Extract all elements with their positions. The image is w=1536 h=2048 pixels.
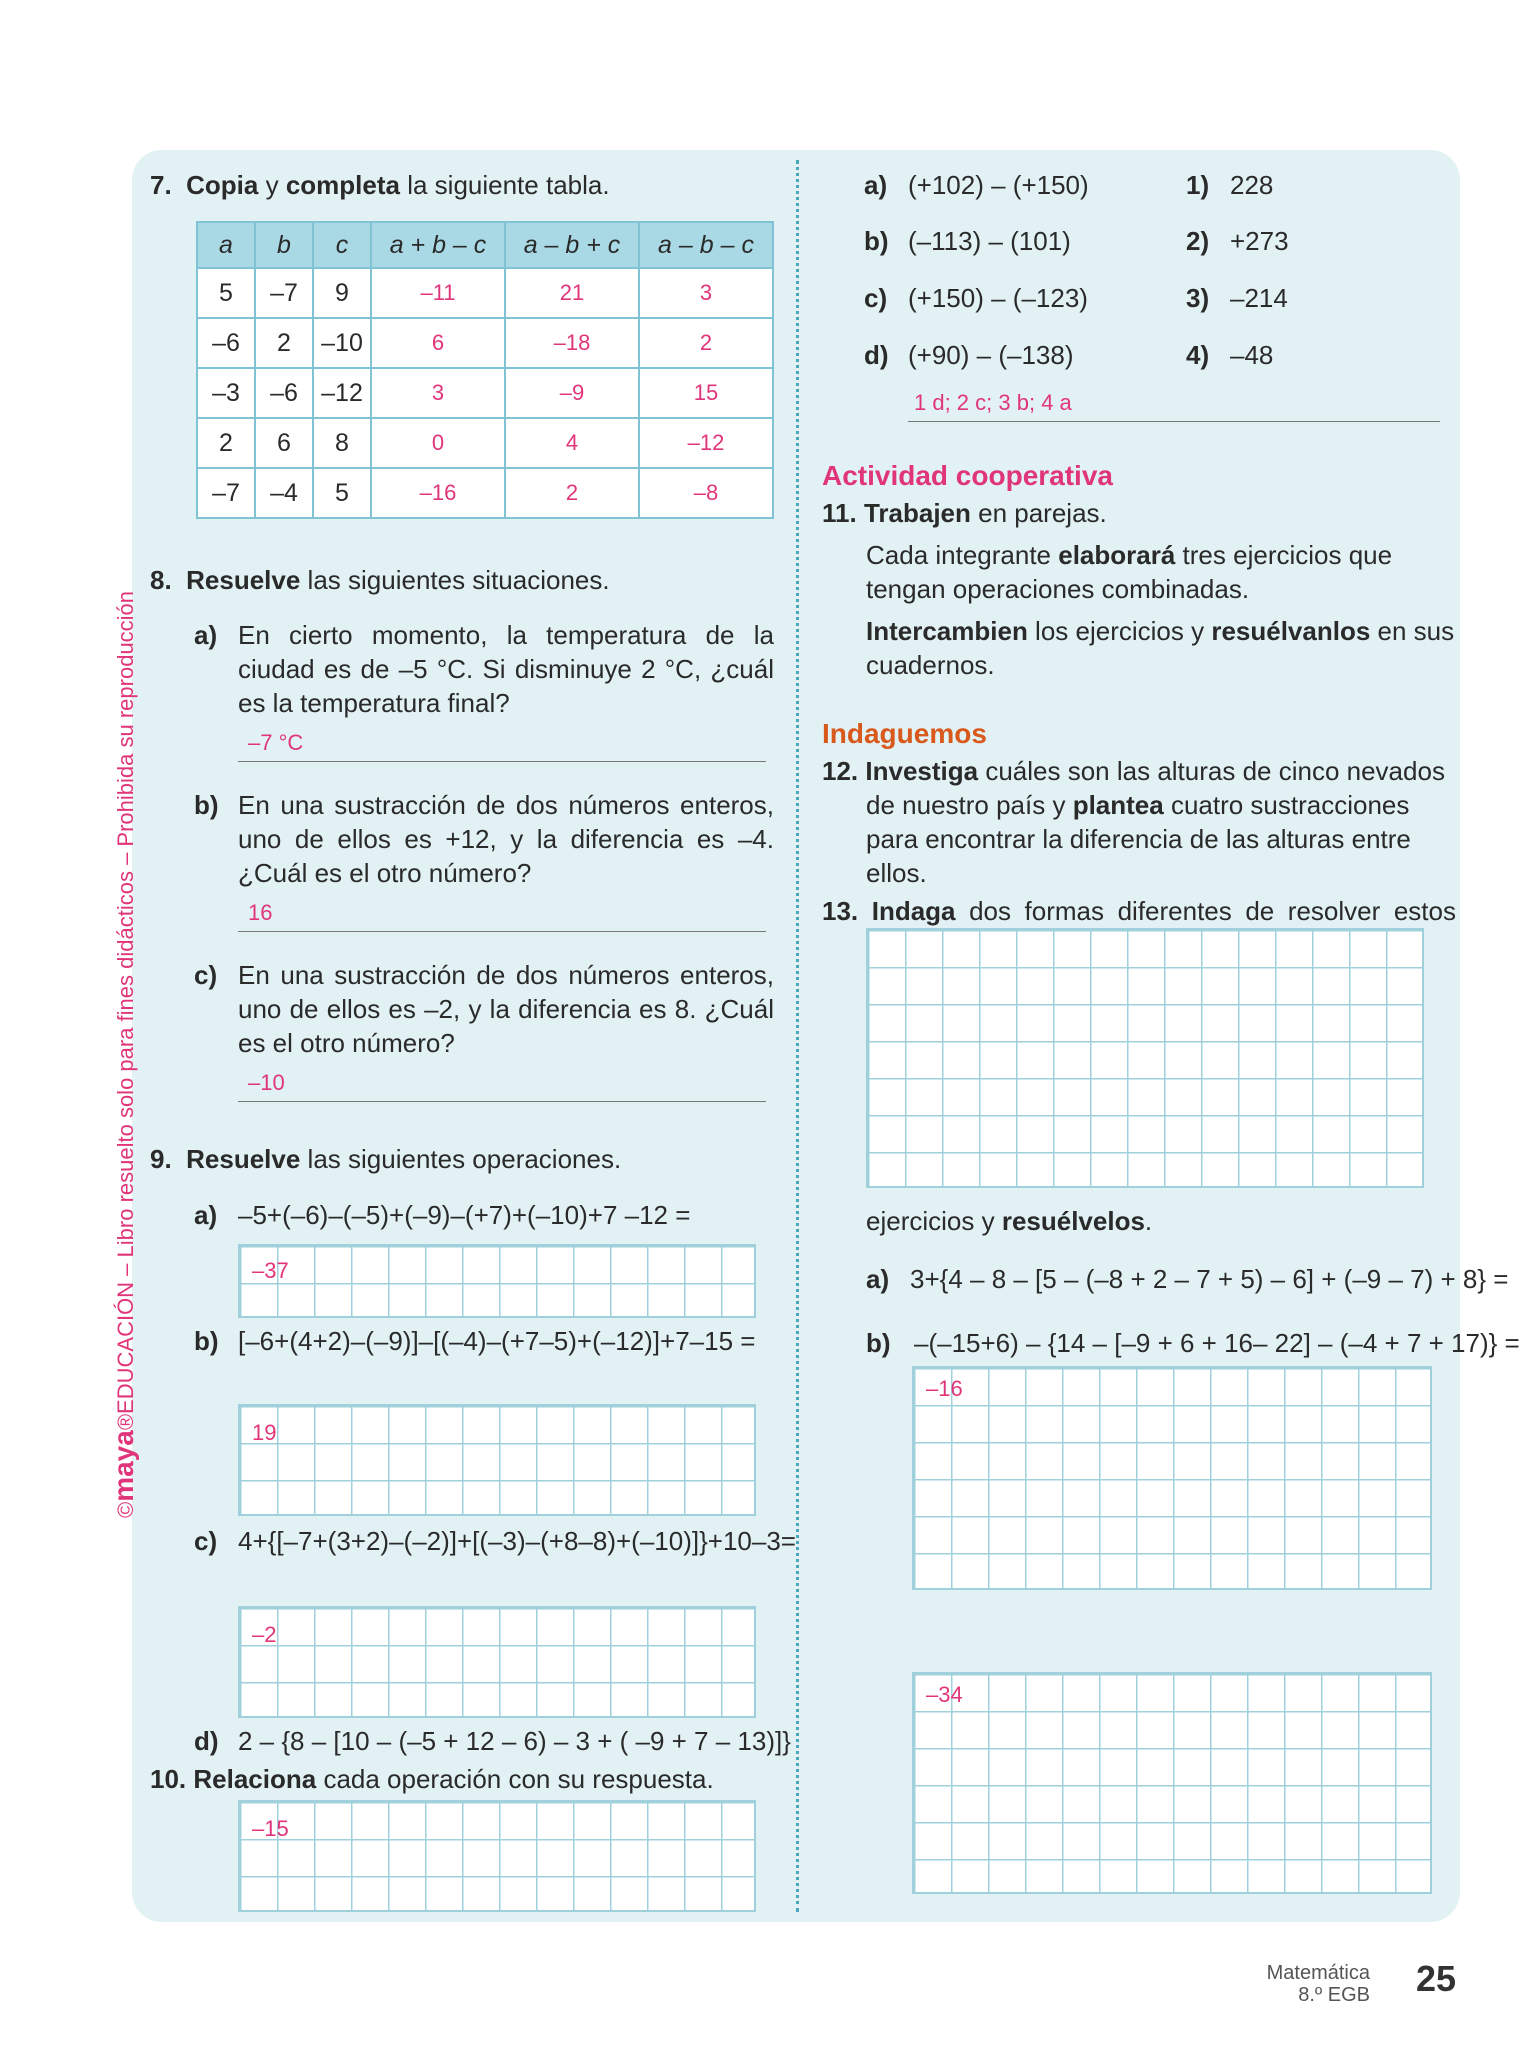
- q10c-expr: (+150) – (–123): [908, 283, 1088, 313]
- table-header: a – b + c: [505, 222, 639, 268]
- q9c-answer: –2: [252, 1622, 277, 1647]
- q9a-answer: –37: [252, 1258, 289, 1283]
- q8a-label: a): [194, 620, 218, 650]
- q10c-label: c): [864, 283, 888, 313]
- q8c-text: En una sustracción de dos números enteros, uno de ellos es –2, y la diferencia es 8. ¿Cuál es el otro número?: [238, 960, 774, 1058]
- table-row: –7 –4 5 –16 2 –8: [197, 468, 773, 518]
- q13-heading: 13. Indaga dos formas diferentes de resolver estos: [822, 896, 1456, 926]
- q10r4-value: –48: [1230, 340, 1274, 370]
- q10r3-label: 3): [1186, 283, 1210, 313]
- q9c-grid: [238, 1606, 756, 1718]
- table-header: a + b – c: [371, 222, 505, 268]
- q13-continuation: ejercicios y resuélvelos.: [866, 1206, 1153, 1236]
- q10b-label: b): [864, 226, 889, 256]
- q9d-answer: –15: [252, 1816, 289, 1841]
- q13b-expr: –(–15+6) – {14 – [–9 + 6 + 16– 22] – (–4 + 7 + 17)} =: [914, 1328, 1520, 1358]
- q9a-grid: [238, 1244, 756, 1318]
- q12-text: 12. Investiga cuáles son las alturas de cinco nevados de nuestro país y plantea cuatro sustracciones para encontrar la diferencia de las alturas entre ellos.: [822, 756, 1445, 888]
- q8c-label: c): [194, 960, 218, 990]
- q10r2-label: 2): [1186, 226, 1210, 256]
- q11-paragraph-1: Cada integrante elaborará tres ejercicios que tengan operaciones combinadas.: [866, 540, 1393, 604]
- q10r3-value: –214: [1230, 283, 1288, 313]
- table-row: 5 –7 9 –11 21 3: [197, 268, 773, 318]
- q11-paragraph-2: Intercambien los ejercicios y resuélvanlos en sus cuadernos.: [866, 616, 1455, 680]
- q9b-answer: 19: [252, 1420, 277, 1445]
- q9b-label: b): [194, 1326, 219, 1356]
- q8c-answer-line: [238, 1070, 766, 1102]
- q13a-grid: [912, 1366, 1432, 1590]
- q10-answer: 1 d; 2 c; 3 b; 4 a: [914, 390, 1072, 415]
- coop-title: Actividad cooperativa: [822, 460, 1113, 491]
- q10-heading: 10. Relaciona cada operación con su respuesta.: [150, 1764, 714, 1794]
- q8c-answer: –10: [248, 1070, 285, 1095]
- page-number: 25: [1415, 1958, 1456, 1999]
- table-header: a – b – c: [639, 222, 773, 268]
- table-row: –6 2 –10 6 –18 2: [197, 318, 773, 368]
- q10r1-value: 228: [1230, 170, 1274, 200]
- q13b-grid: [912, 1672, 1432, 1894]
- q8b-answer-line: [238, 900, 766, 932]
- q8a-answer-line: [238, 730, 766, 762]
- q13-work-grid: [866, 928, 1424, 1188]
- q8b-text: En una sustracción de dos números enteros, uno de ellos es +12, y la diferencia es –4. ¿Cuál es el otro número?: [238, 790, 774, 888]
- table-header: c: [313, 222, 371, 268]
- table-header: b: [255, 222, 313, 268]
- q8a-text: En cierto momento, la temperatura de la ciudad es de –5 °C. Si disminuye 2 °C, ¿cuál es la temperatura final?: [238, 620, 774, 718]
- table-row: 2 6 8 0 4 –12: [197, 418, 773, 468]
- q9a-expr: –5+(–6)–(–5)+(–9)–(+7)+(–10)+7 –12 =: [238, 1200, 691, 1230]
- table-row: –3 –6 –12 3 –9 15: [197, 368, 773, 418]
- q9d-label: d): [194, 1726, 219, 1756]
- q11-heading: 11. Trabajen en parejas.: [822, 498, 1107, 528]
- q9c-expr: 4+{[–7+(3+2)–(–2)]+[(–3)–(+8–8)+(–10)]}+10–3=: [238, 1526, 796, 1556]
- q9b-grid: [238, 1404, 756, 1516]
- q10d-label: d): [864, 340, 889, 370]
- q10r1-label: 1): [1186, 170, 1210, 200]
- q10a-expr: (+102) – (+150): [908, 170, 1089, 200]
- q9c-label: c): [194, 1526, 218, 1556]
- q10d-expr: (+90) – (–138): [908, 340, 1074, 370]
- indag-title: Indaguemos: [822, 718, 987, 749]
- q9d-expr: 2 – {8 – [10 – (–5 + 12 – 6) – 3 + ( –9 + 7 – 13)]}: [238, 1726, 791, 1756]
- footer-subject: Matemática 8.º EGB: [1266, 1962, 1370, 2006]
- q13b-label: b): [866, 1328, 891, 1358]
- q13a-label: a): [866, 1264, 890, 1294]
- q13b-answer: –34: [926, 1682, 963, 1707]
- q8-heading: 8. Resuelve las siguientes situaciones.: [150, 565, 610, 595]
- q10r2-value: +273: [1230, 226, 1289, 256]
- q10r4-label: 4): [1186, 340, 1210, 370]
- q8b-answer: 16: [248, 900, 273, 925]
- q10b-expr: (–113) – (101): [908, 226, 1071, 256]
- column-divider: [796, 160, 799, 1912]
- q7-table: [196, 221, 774, 519]
- q9d-grid: [238, 1800, 756, 1912]
- maya-logo: maya: [108, 1430, 139, 1502]
- q9b-expr: [–6+(4+2)–(–9)]–[(–4)–(+7–5)+(–12)]+7–15 =: [238, 1326, 756, 1356]
- copyright-side-text: ©maya®EDUCACIÓN – Libro resuelto solo para fines didácticos – Prohibida su reproducción: [108, 590, 139, 1518]
- q13a-answer: –16: [926, 1376, 963, 1401]
- q7-heading: 7. Copia y completa la siguiente tabla.: [150, 170, 610, 200]
- q9a-label: a): [194, 1200, 218, 1230]
- q8b-label: b): [194, 790, 219, 820]
- q8a-answer: –7 °C: [248, 730, 304, 755]
- table-header: a: [197, 222, 255, 268]
- q13a-expr: 3+{4 – 8 – [5 – (–8 + 2 – 7 + 5) – 6] + (–9 – 7) + 8} =: [910, 1264, 1509, 1294]
- q10-answer-line: [908, 390, 1440, 422]
- q10a-label: a): [864, 170, 888, 200]
- q9-heading: 9. Resuelve las siguientes operaciones.: [150, 1144, 622, 1174]
